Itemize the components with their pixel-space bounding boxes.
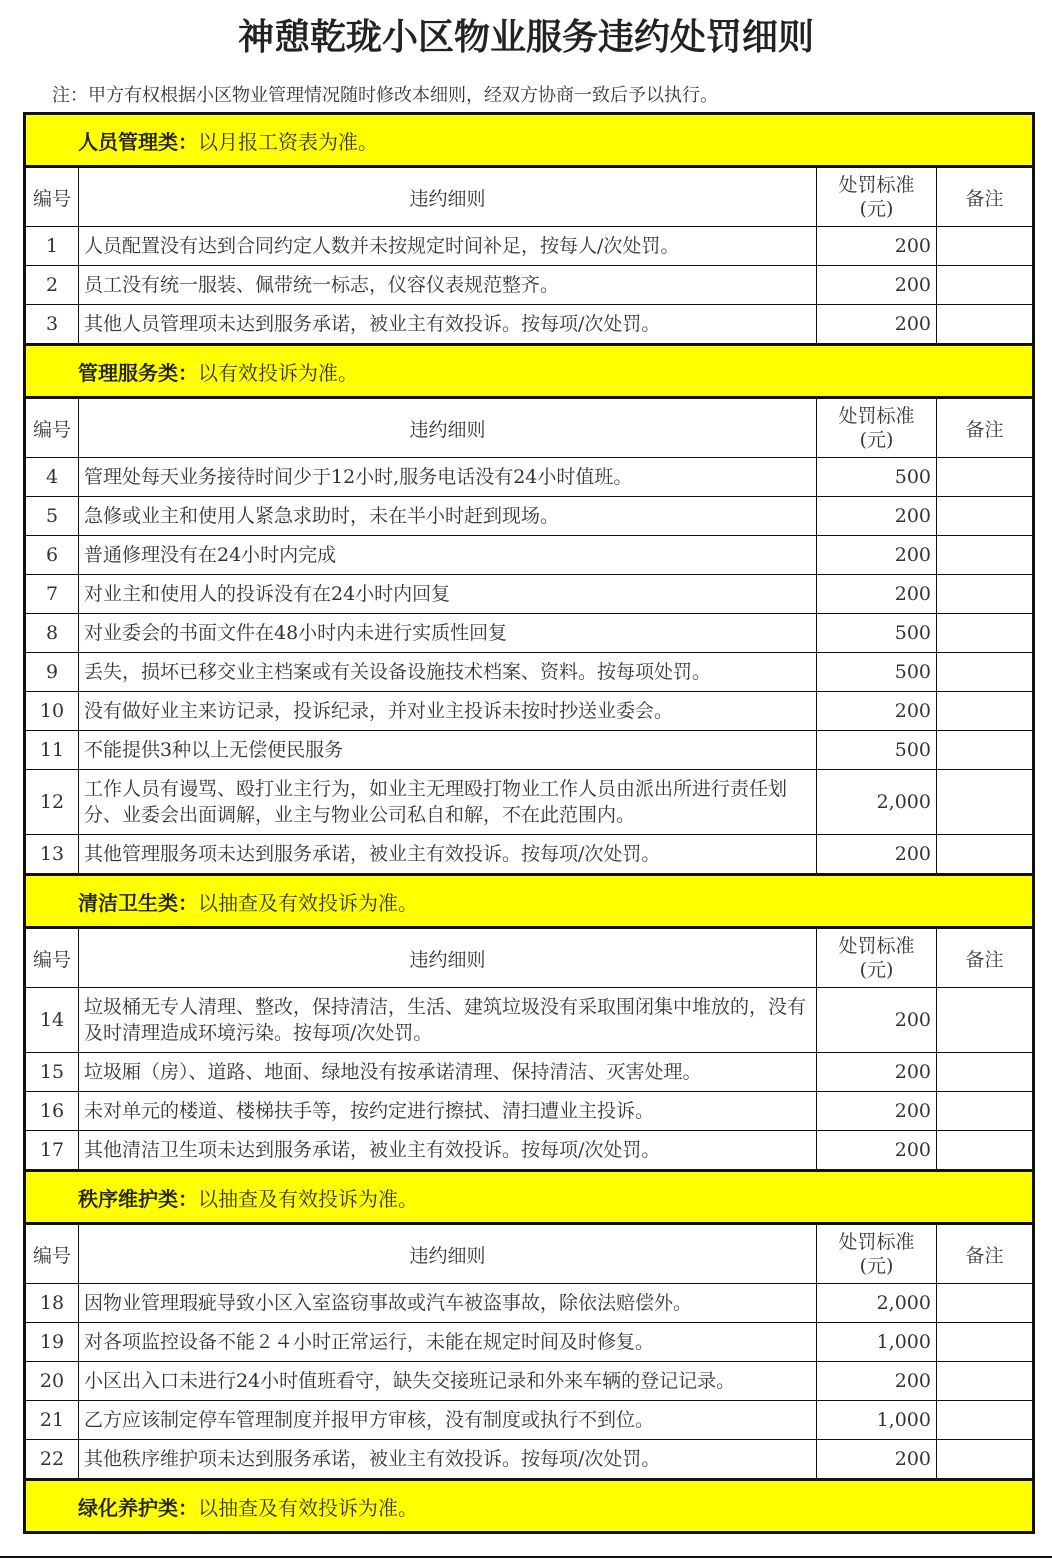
table-row: [25, 305, 1034, 345]
table-row: [25, 1131, 1034, 1171]
category-name: 清洁卫生类：: [78, 890, 198, 915]
row-amount: 500: [817, 731, 937, 770]
row-number: 14: [25, 988, 79, 1053]
row-amount: 200: [817, 497, 937, 536]
row-remark: [937, 1440, 1034, 1480]
row-amount: 200: [817, 835, 937, 875]
row-number: 20: [25, 1362, 79, 1401]
bottom-rule: [0, 1556, 1052, 1558]
header-row: [25, 1224, 1034, 1284]
header-standard: [817, 1224, 937, 1284]
header-row: [25, 928, 1034, 988]
row-amount: 200: [817, 227, 937, 266]
row-description: 丢失，损坏已移交业主档案或有关设备设施技术档案、资料。按每项处罚。: [79, 653, 817, 692]
table-row: [25, 1401, 1034, 1440]
row-description: 因物业管理瑕疵导致小区入室盗窃事故或汽车被盗事故，除依法赔偿外。: [79, 1284, 817, 1323]
row-remark: [937, 835, 1034, 875]
category-basis: 以月报工资表为准。: [198, 129, 378, 154]
header-num: 编号: [25, 1224, 79, 1284]
category-row: [25, 1171, 1034, 1224]
row-number: 17: [25, 1131, 79, 1171]
header-desc: 违约细则: [79, 167, 817, 227]
header-row: [25, 398, 1034, 458]
category-row: [25, 345, 1034, 398]
table-row: [25, 536, 1034, 575]
row-number: 21: [25, 1401, 79, 1440]
header-standard: [817, 928, 937, 988]
table-row: [25, 988, 1034, 1053]
row-amount: 200: [817, 1053, 937, 1092]
row-number: 22: [25, 1440, 79, 1480]
row-remark: [937, 536, 1034, 575]
header-standard-unit: (元): [859, 959, 894, 981]
row-description: 其他管理服务项未达到服务承诺，被业主有效投诉。按每项/次处罚。: [79, 835, 817, 875]
row-remark: [937, 1092, 1034, 1131]
table-row: [25, 731, 1034, 770]
table-row: [25, 692, 1034, 731]
row-remark: [937, 458, 1034, 497]
table-row: [25, 1092, 1034, 1131]
row-remark: [937, 731, 1034, 770]
category-basis: 以有效投诉为准。: [198, 360, 358, 385]
header-desc: 违约细则: [79, 1224, 817, 1284]
row-number: 7: [25, 575, 79, 614]
row-description: 员工没有统一服装、佩带统一标志，仪容仪表规范整齐。: [79, 266, 817, 305]
row-number: 4: [25, 458, 79, 497]
header-standard-label: 处罚标准: [838, 935, 915, 957]
table-row: [25, 266, 1034, 305]
category-row: [25, 114, 1034, 167]
row-amount: 1,000: [817, 1401, 937, 1440]
header-num: 编号: [25, 167, 79, 227]
table-row: [25, 1284, 1034, 1323]
category-cell: [25, 875, 1034, 928]
penalty-table: [23, 112, 1035, 1534]
category-cell: [25, 114, 1034, 167]
category-basis: 以抽查及有效投诉为准。: [198, 1186, 418, 1211]
row-remark: [937, 1323, 1034, 1362]
header-num: 编号: [25, 928, 79, 988]
row-description: 不能提供3种以上无偿便民服务: [79, 731, 817, 770]
row-description: 其他清洁卫生项未达到服务承诺，被业主有效投诉。按每项/次处罚。: [79, 1131, 817, 1171]
row-amount: 200: [817, 692, 937, 731]
row-description: 管理处每天业务接待时间少于12小时,服务电话没有24小时值班。: [79, 458, 817, 497]
table-row: [25, 1440, 1034, 1480]
category-basis: 以抽查及有效投诉为准。: [198, 890, 418, 915]
table-row: [25, 497, 1034, 536]
row-number: 9: [25, 653, 79, 692]
row-description: 对各项监控设备不能２４小时正常运行，未能在规定时间及时修复。: [79, 1323, 817, 1362]
row-number: 3: [25, 305, 79, 345]
row-amount: 200: [817, 575, 937, 614]
row-description: 对业主和使用人的投诉没有在24小时内回复: [79, 575, 817, 614]
row-remark: [937, 227, 1034, 266]
row-amount: 200: [817, 1440, 937, 1480]
row-number: 2: [25, 266, 79, 305]
header-row: [25, 167, 1034, 227]
row-amount: 200: [817, 988, 937, 1053]
row-remark: [937, 305, 1034, 345]
header-standard-label: 处罚标准: [838, 174, 915, 196]
table-row: [25, 1053, 1034, 1092]
header-standard-unit: (元): [859, 429, 894, 451]
header-standard-unit: (元): [859, 1255, 894, 1277]
category-name: 秩序维护类：: [78, 1186, 198, 1211]
header-remark: 备注: [937, 1224, 1034, 1284]
row-remark: [937, 988, 1034, 1053]
row-description: 没有做好业主来访记录，投诉纪录，并对业主投诉未按时抄送业委会。: [79, 692, 817, 731]
row-description: 工作人员有谩骂、殴打业主行为，如业主无理殴打物业工作人员由派出所进行责任划分、业委会出面调解，业主与物业公司私自和解，不在此范围内。: [79, 770, 817, 835]
row-description: 其他秩序维护项未达到服务承诺，被业主有效投诉。按每项/次处罚。: [79, 1440, 817, 1480]
row-remark: [937, 770, 1034, 835]
row-remark: [937, 653, 1034, 692]
table-row: [25, 458, 1034, 497]
header-desc: 违约细则: [79, 398, 817, 458]
row-description: 对业委会的书面文件在48小时内未进行实质性回复: [79, 614, 817, 653]
row-remark: [937, 692, 1034, 731]
row-number: 15: [25, 1053, 79, 1092]
row-amount: 500: [817, 458, 937, 497]
row-number: 13: [25, 835, 79, 875]
header-remark: 备注: [937, 167, 1034, 227]
row-number: 16: [25, 1092, 79, 1131]
row-remark: [937, 1131, 1034, 1171]
row-remark: [937, 1401, 1034, 1440]
table-row: [25, 835, 1034, 875]
category-cell: [25, 345, 1034, 398]
category-name: 管理服务类：: [78, 360, 198, 385]
row-description: 乙方应该制定停车管理制度并报甲方审核，没有制度或执行不到位。: [79, 1401, 817, 1440]
header-standard-label: 处罚标准: [838, 405, 915, 427]
row-remark: [937, 497, 1034, 536]
category-name: 人员管理类：: [78, 129, 198, 154]
row-amount: 2,000: [817, 770, 937, 835]
header-standard: [817, 398, 937, 458]
row-amount: 200: [817, 536, 937, 575]
row-amount: 200: [817, 1362, 937, 1401]
row-number: 8: [25, 614, 79, 653]
row-description: 普通修理没有在24小时内完成: [79, 536, 817, 575]
row-number: 10: [25, 692, 79, 731]
penalty-table-body: [25, 114, 1034, 1533]
row-remark: [937, 614, 1034, 653]
row-number: 1: [25, 227, 79, 266]
category-row: [25, 875, 1034, 928]
page-title: 神憩乾珑小区物业服务违约处罚细则: [237, 17, 814, 58]
row-amount: 2,000: [817, 1284, 937, 1323]
row-amount: 500: [817, 653, 937, 692]
row-remark: [937, 1284, 1034, 1323]
row-number: 6: [25, 536, 79, 575]
table-row: [25, 575, 1034, 614]
row-number: 12: [25, 770, 79, 835]
category-row: [25, 1480, 1034, 1533]
category-cell: [25, 1480, 1034, 1533]
header-standard-unit: (元): [859, 198, 894, 220]
row-description: 未对单元的楼道、楼梯扶手等，按约定进行擦拭、清扫遭业主投诉。: [79, 1092, 817, 1131]
table-row: [25, 1362, 1034, 1401]
row-number: 5: [25, 497, 79, 536]
row-description: 急修或业主和使用人紧急求助时，未在半小时赶到现场。: [79, 497, 817, 536]
row-description: 其他人员管理项未达到服务承诺，被业主有效投诉。按每项/次处罚。: [79, 305, 817, 345]
table-row: [25, 653, 1034, 692]
row-remark: [937, 1362, 1034, 1401]
category-cell: [25, 1171, 1034, 1224]
header-remark: 备注: [937, 398, 1034, 458]
header-standard-label: 处罚标准: [838, 1231, 915, 1253]
row-description: 人员配置没有达到合同约定人数并未按规定时间补足，按每人/次处罚。: [79, 227, 817, 266]
row-description: 垃圾桶无专人清理、整改，保持清洁，生活、建筑垃圾没有采取围闭集中堆放的，没有及时清理造成环境污染。按每项/次处罚。: [79, 988, 817, 1053]
row-remark: [937, 266, 1034, 305]
header-num: 编号: [25, 398, 79, 458]
row-amount: 200: [817, 305, 937, 345]
row-amount: 200: [817, 1131, 937, 1171]
table-row: [25, 770, 1034, 835]
row-amount: 200: [817, 1092, 937, 1131]
note-text: 注：甲方有权根据小区物业管理情况随时修改本细则，经双方协商一致后予以执行。: [52, 85, 718, 106]
row-amount: 1,000: [817, 1323, 937, 1362]
row-description: 垃圾厢（房）、道路、地面、绿地没有按承诺清理、保持清洁、灭害处理。: [79, 1053, 817, 1092]
row-number: 11: [25, 731, 79, 770]
row-remark: [937, 575, 1034, 614]
row-amount: 500: [817, 614, 937, 653]
header-standard: [817, 167, 937, 227]
table-row: [25, 614, 1034, 653]
row-number: 19: [25, 1323, 79, 1362]
header-desc: 违约细则: [79, 928, 817, 988]
category-basis: 以抽查及有效投诉为准。: [198, 1495, 418, 1520]
row-description: 小区出入口未进行24小时值班看守，缺失交接班记录和外来车辆的登记记录。: [79, 1362, 817, 1401]
category-name: 绿化养护类：: [78, 1495, 198, 1520]
row-number: 18: [25, 1284, 79, 1323]
row-remark: [937, 1053, 1034, 1092]
header-remark: 备注: [937, 928, 1034, 988]
row-amount: 200: [817, 266, 937, 305]
table-row: [25, 227, 1034, 266]
table-row: [25, 1323, 1034, 1362]
